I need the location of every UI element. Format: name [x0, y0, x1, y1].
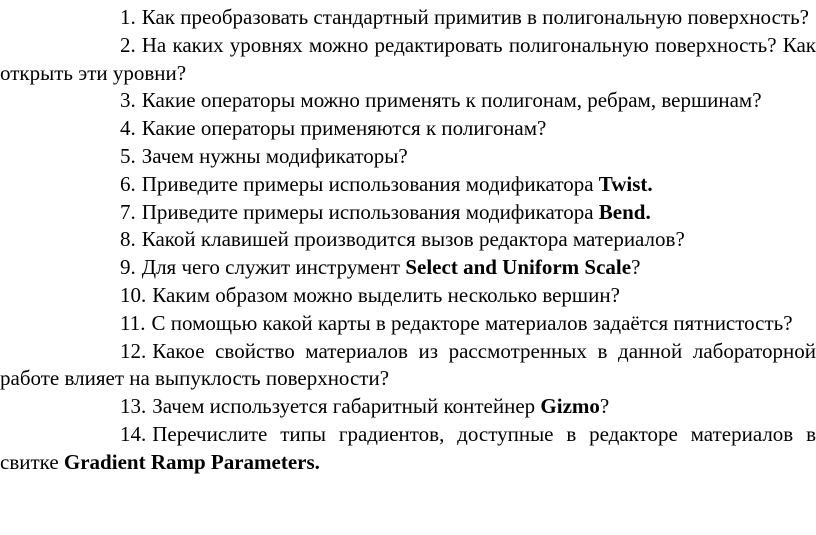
question-number: 2. — [120, 32, 136, 57]
tool-name-select-uniform-scale: Select and Uniform Scale — [405, 255, 632, 280]
question-7 — [0, 199, 816, 227]
question-number: 10. — [120, 282, 147, 307]
question-text: Какие операторы применяются к полигонам? — [141, 116, 547, 141]
question-10 — [0, 282, 816, 310]
question-text: Какой клавишей производится вызов редактора материалов? — [141, 227, 685, 252]
modifier-name-bend: Bend. — [598, 199, 651, 224]
question-number: 3. — [120, 88, 136, 113]
question-12 — [0, 338, 816, 394]
question-11 — [0, 310, 816, 338]
container-name-gizmo: Gizmo — [540, 394, 600, 419]
question-text: С помощью какой карты в редакторе материалов задаётся пятнистость? — [151, 310, 793, 335]
question-text: Какие операторы можно применять к полигонам, ребрам, вершинам? — [141, 88, 762, 113]
question-text: Перечислите типы градиентов, доступные в редакторе материалов в свитке — [0, 421, 816, 474]
modifier-name-twist: Twist. — [598, 171, 653, 196]
question-number: 1. — [120, 5, 136, 29]
question-text: Приведите примеры использования модификатора — [141, 199, 594, 224]
question-number: 14. — [120, 421, 147, 446]
question-number: 7. — [120, 199, 136, 224]
question-text: Как преобразовать стандартный примитив в полигональную поверхность? — [141, 5, 809, 29]
rollout-name-gradient-ramp: Gradient Ramp Parameters. — [63, 449, 320, 474]
question-9 — [0, 254, 816, 282]
question-text: Зачем используется габаритный контейнер — [152, 394, 536, 419]
question-13 — [0, 393, 816, 421]
question-8 — [0, 226, 816, 254]
question-number: 8. — [120, 227, 136, 252]
question-number: 5. — [120, 143, 136, 168]
question-suffix: ? — [631, 255, 641, 280]
question-text: Приведите примеры использования модификатора — [141, 171, 594, 196]
question-number: 12. — [120, 338, 147, 363]
question-suffix: ? — [599, 394, 610, 419]
question-text: На каких уровнях можно редактировать полигональную поверхность? Как открыть эти уровни? — [0, 32, 816, 85]
question-4 — [0, 115, 816, 143]
question-number: 4. — [120, 116, 136, 141]
question-14 — [0, 421, 816, 477]
question-text: Какое свойство материалов из рассмотренных в данной лабораторной работе влияет на выпуклость поверхности? — [0, 338, 816, 391]
question-2 — [0, 32, 816, 88]
question-number: 11. — [120, 310, 146, 335]
question-6 — [0, 171, 816, 199]
question-number: 13. — [120, 394, 147, 419]
question-5 — [0, 143, 816, 171]
question-number: 6. — [120, 171, 136, 196]
question-number: 9. — [120, 255, 136, 280]
question-text: Зачем нужны модификаторы? — [141, 143, 408, 168]
question-1 — [0, 4, 816, 32]
question-3 — [0, 87, 816, 115]
question-text: Каким образом можно выделить несколько вершин? — [152, 282, 620, 307]
question-text: Для чего служит инструмент — [141, 255, 401, 280]
